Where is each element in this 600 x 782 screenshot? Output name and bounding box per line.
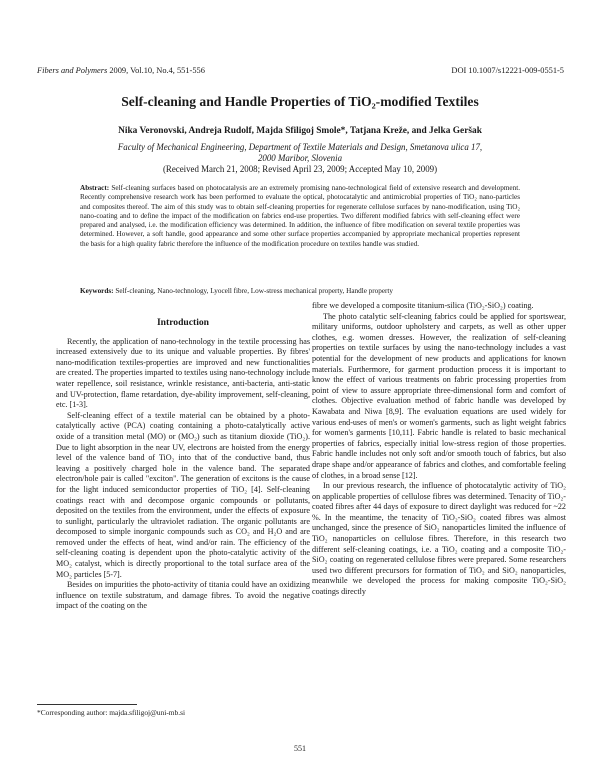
running-header-journal: [37, 66, 205, 75]
intro-paragraph-continued: fibre we developed a composite titanium-silica (TiO₂-SiO₂) coating.: [312, 301, 534, 310]
doi: DOI 10.1007/s12221-009-0551-5: [451, 66, 564, 75]
affiliation-line-2: 2000 Maribor, Slovenia: [257, 152, 343, 163]
abstract-text: Self-cleaning surfaces based on photocatalysis are an extremely promising nano-technological field of extensive research and development. Recently comprehensive research work has been performed to evaluate the optical, photocatalytic and antimicrobial properties of TiO₂ nano-particles and composites thereof. The aim of this study was to obtain self-cleaning properties for regenerate cellulose surfaces by nano-modification, using TiO₂ nano-coating and to define the impact of the modification on fabrics end-use properties. Two different modified fabrics with self-cleaning effect were prepared and analysed, i.e. the modification efficiency was determined. In addition, the influence of fibre modification on several textile properties was determined. However, a soft handle, good appearance and some other surface properties accompanied by appropriate mechanical properties represent the basis for a high quality fabric therefore the influence of the modification procedure on textiles handle was studied.: [80, 184, 520, 248]
keywords: [80, 287, 540, 295]
abstract-label: Abstract:: [80, 184, 110, 192]
paper-title: Self-cleaning and Handle Properties of TiO₂-modified Textiles: [121, 94, 479, 109]
journal-citation: 2009, Vol.10, No.4, 551-556: [107, 66, 205, 75]
intro-paragraph-3: Besides on impurities the photo-activity of titania could have an oxidizing influence on textile substratum, and damage fibres. To avoid the negative impact of the coating on the: [56, 580, 310, 611]
abstract: [80, 184, 520, 249]
keywords-label: Keywords:: [80, 287, 114, 295]
intro-paragraph-5: In our previous research, the influence of photocatalytic activity of TiO₂ on applicable properties of cellulose fibres was determined. Tenacity of TiO₂-coated fibres after 44 days of exposure to direct daylight was reduced for ~22 %. In the meantime, the tenacity of TiO₂-SiO₂ coated fibres was almost unchanged, since the presence of SiO₂ nanoparticles limited the influence of TiO₂ nanoparticles on cellulose fibres. Therefore, in this research two different self-cleaning coatings, i.e. a TiO₂ coating and a composite TiO₂-SiO₂ coating on regenerated cellulose fibres were prepared. Some researchers used two different precursors for formation of TiO₂ and SiO₂ nanoparticles, meanwhile we developed the process for making composite TiO₂-SiO₂ coatings directly: [312, 481, 566, 597]
affiliation: [0, 142, 600, 163]
footnote-rule: [37, 704, 137, 705]
corresponding-author-footnote: *Corresponding author: majda.sfiligoj@uni-mb.si: [37, 708, 186, 717]
keywords-text: Self-cleaning, Nano-technology, Lyocell fibre, Low-stress mechanical property, Handle property: [113, 287, 394, 295]
intro-paragraph-2: Self-cleaning effect of a textile material can be obtained by a photo-catalytically active (PCA) coating containing a photo-catalytically active oxide of a transition metal (MO) or (MO₂) such as titanium dioxide (TiO₂). Due to light absorption in the near UV, electrons are hoisted from the energy level of the valence band of TiO₂ into that of the conductive band, thus leaving a positively charged hole in the valence band. The separated electron/hole pair is called "exciton". The generation of excitons is the cause for the light induced semiconductor properties of TiO₂ [4]. Self-cleaning coatings react with and decompose organic compounds or pollutants, deposited on the textiles from the environment, under the effects of exposure to sunlight, particularly the ultraviolet radiation. The organic pollutants are decomposed to simple inorganic compounds such as CO₂ and H₂O and are removed under the effects of heat, wind and/or rain. The efficiency of the self-cleaning coating is dependent upon the photo-catalytic activity of the MO₂ catalyst, which is directly proportional to the total surface area of the MO₂ particles [5-7].: [56, 410, 310, 579]
intro-paragraph-4: The photo catalytic self-cleaning fabrics could be applied for sportswear, military uniforms, outdoor upholstery and carpets, as well as other upper clothes, e.g. women dresses. However, the realization of self-cleaning properties on textile surfaces by using the nano-technology includes a vast potential for the development of new products and applications for known materials. Furthermore, for garment production process it is important to know the effect of various treatments on fabric processing properties from point of view to assure appropriate three-dimensional form and comfort of clothes. Objective evaluation method of fabric handle was developed by Kawabata and Niwa [8,9]. The evaluation equations are used widely for various end-uses of men's or women's garments, such as light weight fabrics for women's garments [10,11]. Fabric handle is related to basic mechanical properties of fabrics, especially initial low-stress region of those properties. Fabric handle includes not only soft and/or smooth touch of fabrics, but also drape shape and/or appearance of fabrics and clothes, and comfortable feeling of clothes, in a broad sense [12].: [312, 311, 566, 480]
received-dates: (Received March 21, 2008; Revised April 23, 2009; Accepted May 10, 2009): [162, 164, 438, 174]
intro-paragraph-1: Recently, the application of nano-technology in the textile processing has increased extensively due to its unique and valuable properties. By fibres' nano-modification textiles-properties are improved and new functionalities are created. The properties imparted to textiles using nano-technology include water repellence, soil resistance, wrinkle resistance, anti-bacteria, anti-static and UV-protection, flame retardation, dye-ability improvement, self-cleaning, etc. [1-3].: [56, 336, 310, 410]
page-number: 551: [294, 744, 306, 753]
body-column-right: [312, 301, 566, 598]
body-column-left: [56, 318, 310, 612]
journal-name: Fibers and Polymers: [37, 66, 108, 75]
section-heading-introduction: Introduction: [156, 317, 210, 328]
author-list: Nika Veronovski, Andreja Rudolf, Majda Sfiligoj Smole*, Tatjana Kreže, and Jelka Geršak: [118, 126, 482, 136]
affiliation-line-1: Faculty of Mechanical Engineering, Department of Textile Materials and Design, Smetanova ulica 17,: [117, 142, 483, 152]
